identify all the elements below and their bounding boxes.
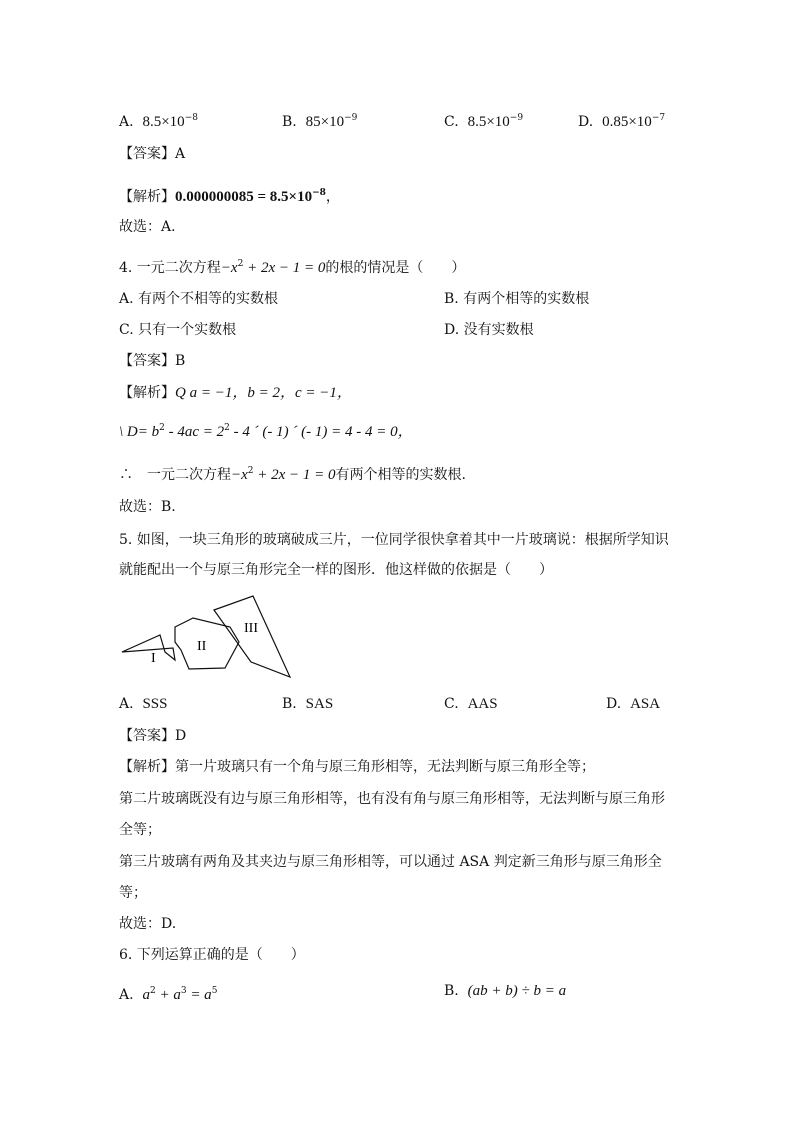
glass-piece-three [214, 596, 290, 677]
q5-choice: 故选：D. [119, 916, 177, 932]
q3-answer: 【答案】A [119, 146, 186, 162]
q5-option-c: C. AAS [444, 696, 498, 712]
q5-analysis-line2: 第二片玻璃既没有边与原三角形相等，也有没有角与原三角形相等，无法判断与原三角形 [119, 791, 665, 807]
q3-option-b: B. $85\times 10^{-9}$ [282, 113, 358, 130]
q5-option-a: A. SSS [119, 696, 168, 712]
glass-piece-one [122, 635, 175, 660]
q5-option-b: B. SAS [282, 696, 334, 712]
q4-option-d: D. 没有实数根 [444, 322, 534, 338]
q3-option-c: C. $8.5\times 10^{-9}$ [444, 113, 524, 130]
q5-answer: 【答案】D [119, 728, 187, 744]
q3-analysis: 【解析】$0.000000085 = 8.5\times 10^{-8}$， [119, 188, 340, 205]
q6-option-a: A. $a^2 + a^3 = a^5$ [119, 986, 218, 1003]
glass-label-two: II [197, 639, 207, 654]
q5-analysis-line4: 第三片玻璃有两角及其夹边与原三角形相等，可以通过 ASA 判定新三角形与原三角形全 [119, 854, 662, 870]
q4-analysis-line1: 【解析】Q a = −1，b = 2，c = −1， [119, 385, 352, 401]
q4-option-b: B. 有两个相等的实数根 [444, 291, 590, 307]
q4-analysis-line2: \ $D= b^2 - 4ac = 2^2 - 4$ ´ (- 1) ´ (- 1) = 4 - 4 = 0， [119, 423, 413, 440]
q3-option-d: D. $0.85\times 10^{-7}$ [578, 113, 666, 130]
q5-stem-line2: 就能配出一个与原三角形完全一样的图形．他这样做的依据是（ ） [119, 562, 553, 578]
q4-option-c: C. 只有一个实数根 [119, 322, 237, 338]
q3-choice: 故选：A. [119, 219, 176, 235]
q5-analysis-line3: 全等； [119, 822, 161, 838]
q5-glass-figure [115, 590, 300, 682]
glass-label-three: III [244, 621, 258, 636]
q5-analysis-line5: 等； [119, 885, 147, 901]
q4-answer: 【答案】B [119, 353, 186, 369]
q4-stem: 4. 一元二次方程$-x^2 + 2x - 1 = 0$的根的情况是（ ） [119, 259, 466, 276]
q4-option-a: A. 有两个不相等的实数根 [119, 291, 279, 307]
q5-option-d: D. ASA [606, 696, 661, 712]
q5-stem-line1: 5. 如图，一块三角形的玻璃破成三片，一位同学很快拿着其中一片玻璃说：根据所学知识 [119, 532, 669, 548]
q6-stem: 6. 下列运算正确的是（ ） [119, 947, 305, 963]
q3-option-a: A. $8.5\times 10^{-8}$ [119, 113, 198, 130]
q6-option-b: B. (ab + b) ÷ b = a [444, 983, 567, 999]
glass-label-one: I [151, 651, 156, 666]
q4-choice: 故选：B. [119, 499, 176, 515]
q4-conclusion: ∴ 一元二次方程$-x^2 + 2x - 1 = 0$有两个相等的实数根. [119, 466, 466, 483]
q5-analysis-line1: 【解析】第一片玻璃只有一个角与原三角形相等，无法判断与原三角形全等； [119, 759, 595, 775]
glass-piece-two [175, 618, 239, 669]
